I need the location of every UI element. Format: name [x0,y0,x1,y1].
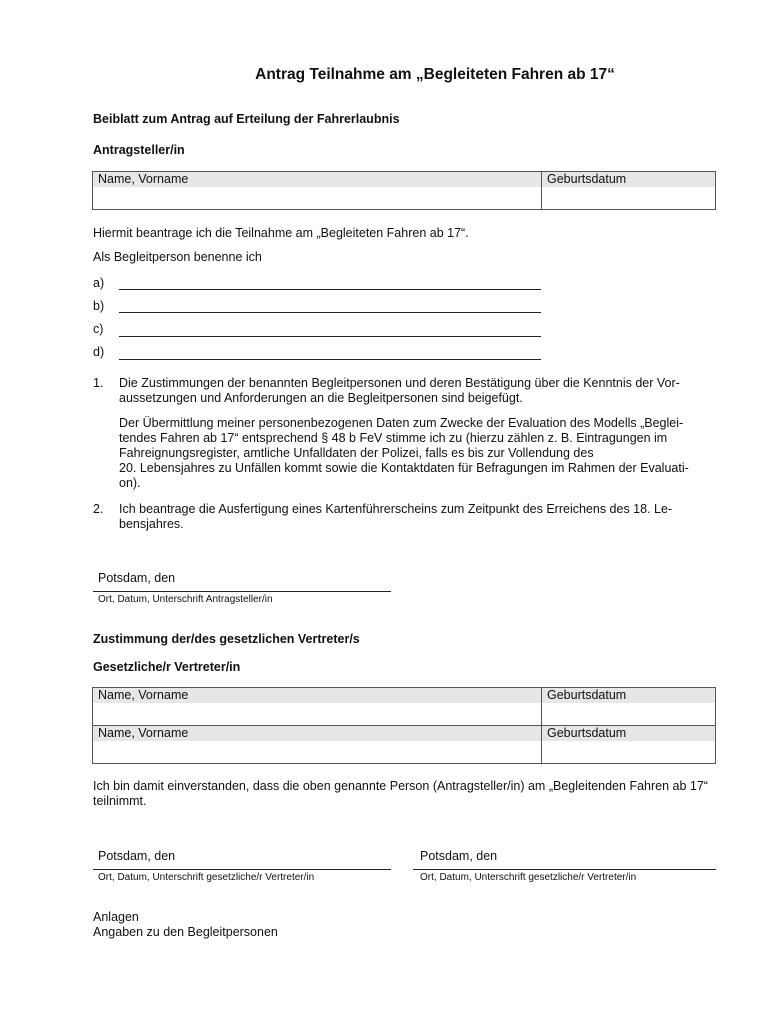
attachments [93,910,278,940]
intro-text: Hiermit beantrage ich die Teilnahme am „Begleiteten Fahren ab 17“. [93,226,469,240]
birthdate-label: Geburtsdatum [542,688,715,703]
item-number: 1. [93,376,104,390]
applicant-place: Potsdam, den [98,571,176,585]
companion-line[interactable] [119,336,541,337]
applicant-box [92,171,716,210]
guardian-heading: Gesetzliche/r Vertreter/in [93,660,241,674]
guardian-signature-caption: Ort, Datum, Unterschrift gesetzliche/r Vertreter/in [420,872,637,883]
guardian-place: Potsdam, den [98,849,176,863]
guardian-signature-line[interactable] [93,869,391,870]
companion-letter: c) [93,322,104,336]
guardian-signature-line[interactable] [413,869,716,870]
guardian-place: Potsdam, den [420,849,498,863]
attachments-item: Angaben zu den Begleitpersonen [93,925,278,939]
guardian-row[interactable] [93,726,715,763]
subtitle: Beiblatt zum Antrag auf Erteilung der Fahrerlaubnis [93,112,400,126]
attachments-heading: Anlagen [93,910,139,924]
name-label: Name, Vorname [93,688,541,703]
guardian-row[interactable] [93,688,715,726]
item-2-text: Ich beantrage die Ausfertigung eines Kartenführerscheins zum Zeitpunkt des Erreichens des 18. Le- bensjahres. [119,502,673,531]
consent-heading: Zustimmung der/des gesetzlichen Vertreter/s [93,632,360,646]
companion-line[interactable] [119,359,541,360]
applicant-row[interactable] [93,172,715,209]
applicant-signature-line[interactable] [93,591,391,592]
guardian-box [92,687,716,764]
item-1-text: Die Zustimmungen der benannten Begleitpersonen und deren Bestätigung über die Kenntnis der Vor- aussetzungen und Anforderungen an die Begleitpersonen sind beigefügt. [119,376,680,405]
companion-letter: b) [93,299,105,313]
document-title: Antrag Teilnahme am „Begleiteten Fahren ab 17“ [255,66,615,83]
consent-text: Ich bin damit einverstanden, dass die oben genannte Person (Antragsteller/in) am „Begleitenden Fahren ab 17“ teilnimmt. [93,779,708,808]
companion-letter: a) [93,276,105,290]
birthdate-label: Geburtsdatum [542,172,715,187]
companion-line[interactable] [119,289,541,290]
companion-line[interactable] [119,312,541,313]
applicant-signature-caption: Ort, Datum, Unterschrift Antragsteller/in [98,594,273,605]
companion-intro: Als Begleitperson benenne ich [93,250,262,264]
companion-letter: d) [93,345,105,359]
name-label: Name, Vorname [93,726,541,741]
name-label: Name, Vorname [93,172,541,187]
item-1-data-consent: Der Übermittlung meiner personenbezogenen Daten zum Zwecke der Evaluation des Modells „Beglei- tendes Fahren ab 17“ entsprechend § 48 b FeV stimme ich zu (hierzu zählen z. B. Eintragungen im Fahreignungsregister, amtliche Unfalldaten der Polizei, falls es bis zur Vollendung des 20. Lebensjahres zu Unfällen kommt sowie die Kontaktdaten für Befragungen im Rahmen der Evaluati- on). [119,416,689,490]
applicant-heading: Antragsteller/in [93,143,185,157]
birthdate-label: Geburtsdatum [542,726,715,741]
guardian-signature-caption: Ort, Datum, Unterschrift gesetzliche/r Vertreter/in [98,872,315,883]
item-number: 2. [93,502,104,516]
